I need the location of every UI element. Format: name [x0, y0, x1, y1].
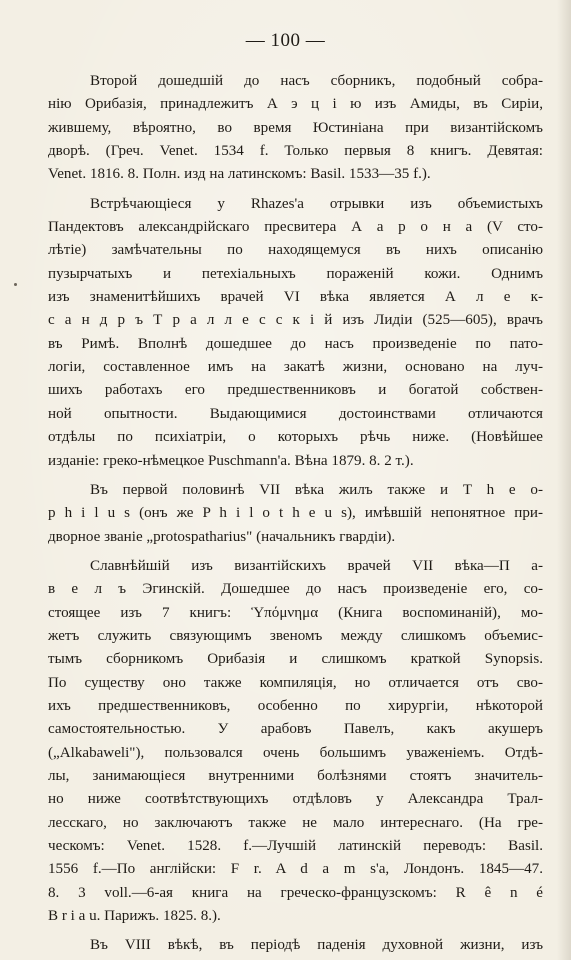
paragraph-1	[48, 70, 543, 187]
text-line: Славнѣйшій изъ византійскихъ врачей VII вѣка—П а-	[90, 557, 543, 574]
text-line: жившему, вѣроятно, во время Юстиніана при византійскомъ	[48, 119, 543, 136]
text-line: лѣтіе) замѣчательны по находящемуся въ нихъ описанію	[48, 242, 543, 259]
text-line: нію Орибазія, принадлежитъ А э ц і ю изъ Амиды, въ Сиріи,	[48, 96, 543, 113]
page-edge-shadow	[557, 0, 571, 960]
paragraph-2	[48, 193, 543, 473]
text-line: в е л ъ Эгинскій. Дошедшее до насъ произведеніе его, со-	[48, 581, 543, 598]
text-line: шихъ работахъ его предшественниковъ и богатой собствен-	[48, 382, 543, 399]
text-line: Venet. 1816. 8. Полн. изд на латинскомъ: Basil. 1533—35 f.).	[48, 166, 431, 183]
text-line: лесскаго, но заключаютъ также не мало интереснаго. (На гре-	[48, 814, 543, 831]
text-line: стоящее изъ 7 книгъ: Ὑπόμνημα (Книга воспоминаній), мо-	[48, 604, 543, 621]
text-line: въ Римѣ. Вполнѣ дошедшее до насъ произведеніе по пато-	[48, 335, 543, 352]
text-line: ческомъ: Venet. 1528. f.—Лучшій латинскій переводъ: Basil.	[48, 838, 543, 854]
text-line: Второй дошедшій до насъ сборникъ, подобный собра-	[90, 73, 543, 89]
text-line: Въ первой половинѣ VII вѣка жилъ также и T h e o-	[90, 481, 543, 498]
text-line: Въ VIII вѣкѣ, въ періодѣ паденія духовной жизни, изъ	[90, 937, 543, 954]
text-line: лы, занимающіеся внутренними болѣзнями стоятъ значитель-	[48, 767, 543, 784]
text-line: („Alkabaweli"), пользовался очень большимъ уваженіемъ. Отдѣ-	[48, 744, 543, 761]
text-line: Пандектовъ александрійскаго пресвитера А а р о н а (V сто-	[48, 219, 543, 236]
paragraph-4	[48, 555, 543, 929]
text-line: с а н д р ъ Т р а л л е с с к і й изъ Лидіи (525—605), врачъ	[48, 312, 543, 329]
text-line: но ниже соотвѣтствующихъ отдѣловъ у Александра Трал-	[48, 791, 543, 808]
text-line: жетъ служить связующимъ звеномъ между слишкомъ объемис-	[48, 627, 543, 644]
text-line: тымъ сборникомъ Орибазія и слишкомъ краткой Synopsis.	[48, 651, 543, 668]
text-line: дворѣ. (Греч. Venet. 1534 f. Только первыя 8 книгъ. Девятая:	[48, 143, 543, 160]
text-line: p h i l u s (онъ же P h i l o t h e u s), имѣвшій непонятное при-	[48, 505, 543, 522]
text-line: B r i a u. Парижъ. 1825. 8.).	[48, 908, 221, 925]
text-line: По существу оно также компиляція, но отличается отъ сво-	[48, 674, 543, 691]
text-line: изданіе: греко-нѣмецкое Puschmann'а. Вѣна 1879. 8. 2 т.).	[48, 452, 414, 469]
text-line: Встрѣчающіеся у Rhazes'а отрывки изъ объемистыхъ	[90, 195, 543, 212]
text-line: логіи, составленное имъ на закатѣ жизни, основано на луч-	[48, 359, 543, 376]
text-line: самостоятельностью. У арабовъ Павелъ, какъ акушеръ	[48, 721, 543, 738]
page-number: — 100 —	[245, 30, 326, 51]
text-line: 8. 3 voll.—6-ая книга на греческо-французскомъ: R ê n é	[48, 884, 543, 901]
margin-dot-mark	[14, 283, 17, 286]
text-line: 1556 f.—По англійски: F r. A d a m s'а, Лондонъ. 1845—47.	[48, 861, 543, 878]
text-line: ной опытности. Выдающимися достоинствами отличаются	[48, 405, 543, 422]
text-line: пузырчатыхъ и петехіальныхъ пораженій кожи. Однимъ	[48, 265, 543, 282]
paragraph-3	[48, 479, 543, 549]
text-line: отдѣлы по психіатріи, о которыхъ рѣчь ниже. (Новѣйшее	[48, 429, 543, 446]
paragraph-5	[48, 934, 543, 957]
text-line: дворное званіе „protospatharius" (начальникъ гвардіи).	[48, 528, 396, 545]
body-text	[48, 70, 543, 958]
text-line: изъ знаменитѣйшихъ врачей VI вѣка является А л е к-	[48, 289, 543, 306]
text-line: ихъ предшественниковъ, особенно по хирургіи, нѣкоторой	[48, 697, 543, 714]
